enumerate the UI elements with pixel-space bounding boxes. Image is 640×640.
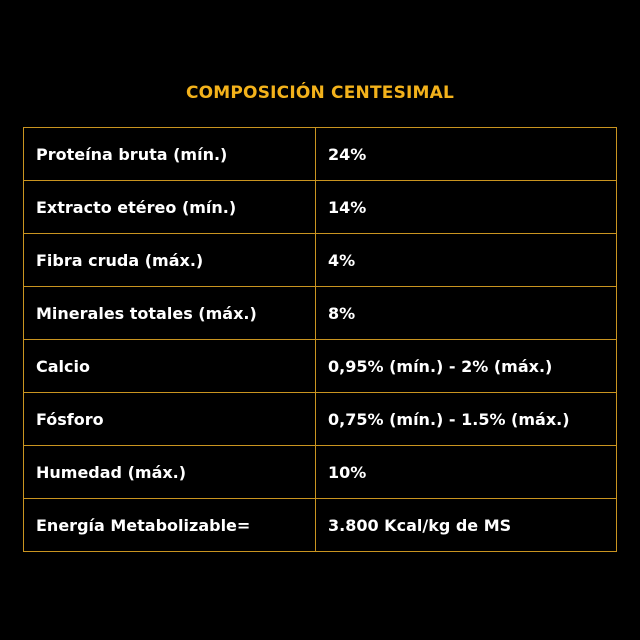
table-row	[24, 499, 617, 552]
row-value: 14%	[316, 181, 617, 234]
row-label: Extracto etéreo (mín.)	[24, 181, 316, 234]
table-row	[24, 446, 617, 499]
row-label: Calcio	[24, 340, 316, 393]
row-label: Humedad (máx.)	[24, 446, 316, 499]
row-value: 10%	[316, 446, 617, 499]
composition-table	[23, 127, 617, 552]
row-value: 4%	[316, 234, 617, 287]
row-label: Energía Metabolizable=	[24, 499, 316, 552]
row-value: 8%	[316, 287, 617, 340]
table-row	[24, 128, 617, 181]
row-label: Minerales totales (máx.)	[24, 287, 316, 340]
table-row	[24, 234, 617, 287]
table-title: COMPOSICIÓN CENTESIMAL	[185, 83, 455, 103]
row-label: Fósforo	[24, 393, 316, 446]
row-label: Proteína bruta (mín.)	[24, 128, 316, 181]
table-row	[24, 340, 617, 393]
row-label: Fibra cruda (máx.)	[24, 234, 316, 287]
row-value: 0,75% (mín.) - 1.5% (máx.)	[316, 393, 617, 446]
table-row	[24, 393, 617, 446]
table-row	[24, 181, 617, 234]
table-row	[24, 287, 617, 340]
row-value: 0,95% (mín.) - 2% (máx.)	[316, 340, 617, 393]
row-value: 24%	[316, 128, 617, 181]
row-value: 3.800 Kcal/kg de MS	[316, 499, 617, 552]
